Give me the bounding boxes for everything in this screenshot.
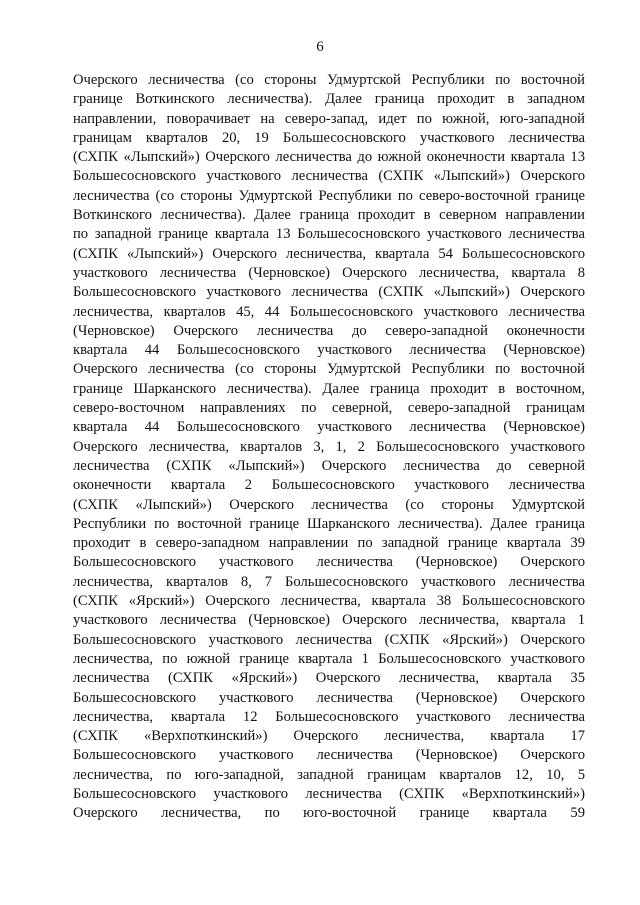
text-line: оконечности квартала 2 Большесосновского участкового лесничества: [73, 477, 585, 494]
text-line: границе Шарканского лесничества). Далее граница проходит в восточном,: [73, 380, 585, 397]
text-line: направлении, поворачивает на северо-запад, идет по южной, юго-западной: [73, 110, 585, 127]
text-line: квартала 44 Большесосновского участкового лесничества (Черновское): [73, 419, 585, 436]
text-line: квартала 44 Большесосновского участкового лесничества (Черновское): [73, 342, 585, 359]
text-line: лесничества (СХПК «Ярский») Очерского лесничества, квартала 35: [73, 670, 585, 687]
text-line: лесничества, кварталов 8, 7 Большесосновского участкового лесничества: [73, 573, 585, 590]
text-line: лесничества (со стороны Удмуртской Республики по северо-восточной границе: [73, 187, 585, 204]
text-line: (СХПК «Верхпоткинский») Очерского лесничества, квартала 17: [73, 728, 585, 745]
text-line: Большесосновского участкового лесничества (СХПК «Ярский») Очерского: [73, 631, 585, 648]
text-line: проходит в северо-западном направлении по западной границе квартала 39: [73, 535, 585, 552]
text-line: участкового лесничества (Черновское) Очерского лесничества, квартала 1: [73, 612, 585, 629]
document-body: [73, 71, 585, 824]
text-line: лесничества, по юго-западной, западной границам кварталов 12, 10, 5: [73, 766, 585, 783]
text-line: Очерского лесничества (со стороны Удмуртской Республики по восточной: [73, 72, 585, 88]
text-line: Воткинского лесничества). Далее граница проходит в северном направлении: [73, 207, 585, 224]
text-line: Большесосновского участкового лесничества (СХПК «Лыпский») Очерского: [73, 284, 585, 301]
text-line: Очерского лесничества, кварталов 3, 1, 2 Большесосновского участкового: [73, 438, 585, 455]
text-line: лесничества, кварталов 45, 44 Большесосновского участкового лесничества: [73, 303, 585, 320]
text-line: Очерского лесничества, по юго-восточной границе квартала 59: [73, 805, 585, 822]
text-line: Республики по восточной границе Шарканского лесничества). Далее граница: [73, 515, 585, 532]
text-line: Большесосновского участкового лесничества (СХПК «Верхпоткинский»): [73, 785, 585, 802]
text-line: Большесосновского участкового лесничества (Черновское) Очерского: [73, 689, 585, 706]
text-line: лесничества (СХПК «Лыпский») Очерского лесничества до северной: [73, 457, 585, 474]
text-line: северо-восточном направлениях по северной, северо-западной границам: [73, 400, 585, 417]
text-line: (СХПК «Лыпский») Очерского лесничества, квартала 54 Большесосновского: [73, 245, 585, 262]
text-line: участкового лесничества (Черновское) Очерского лесничества, квартала 8: [73, 264, 585, 281]
text-line: Большесосновского участкового лесничества (Черновское) Очерского: [73, 554, 585, 571]
text-line: лесничества, по южной границе квартала 1 Большесосновского участкового: [73, 650, 585, 667]
text-line: по западной границе квартала 13 Большесосновского участкового лесничества: [73, 226, 585, 243]
text-line: границам кварталов 20, 19 Большесосновского участкового лесничества: [73, 129, 585, 146]
text-line: (СХПК «Лыпский») Очерского лесничества до южной оконечности квартала 13: [73, 149, 585, 166]
text-line: (СХПК «Лыпский») Очерского лесничества (со стороны Удмуртской: [73, 496, 585, 513]
text-line: Большесосновского участкового лесничества (СХПК «Лыпский») Очерского: [73, 168, 585, 185]
page-number: 6: [316, 39, 324, 55]
text-line: границе Воткинского лесничества). Далее граница проходит в западном: [73, 91, 585, 108]
text-line: (Черновское) Очерского лесничества до северо-западной оконечности: [73, 322, 585, 339]
text-line: Очерского лесничества (со стороны Удмуртской Республики по восточной: [73, 361, 585, 378]
text-line: (СХПК «Ярский») Очерского лесничества, квартала 38 Большесосновского: [73, 593, 585, 610]
text-line: лесничества, квартала 12 Большесосновского участкового лесничества: [73, 708, 585, 725]
text-line: Большесосновского участкового лесничества (Черновское) Очерского: [73, 747, 585, 764]
